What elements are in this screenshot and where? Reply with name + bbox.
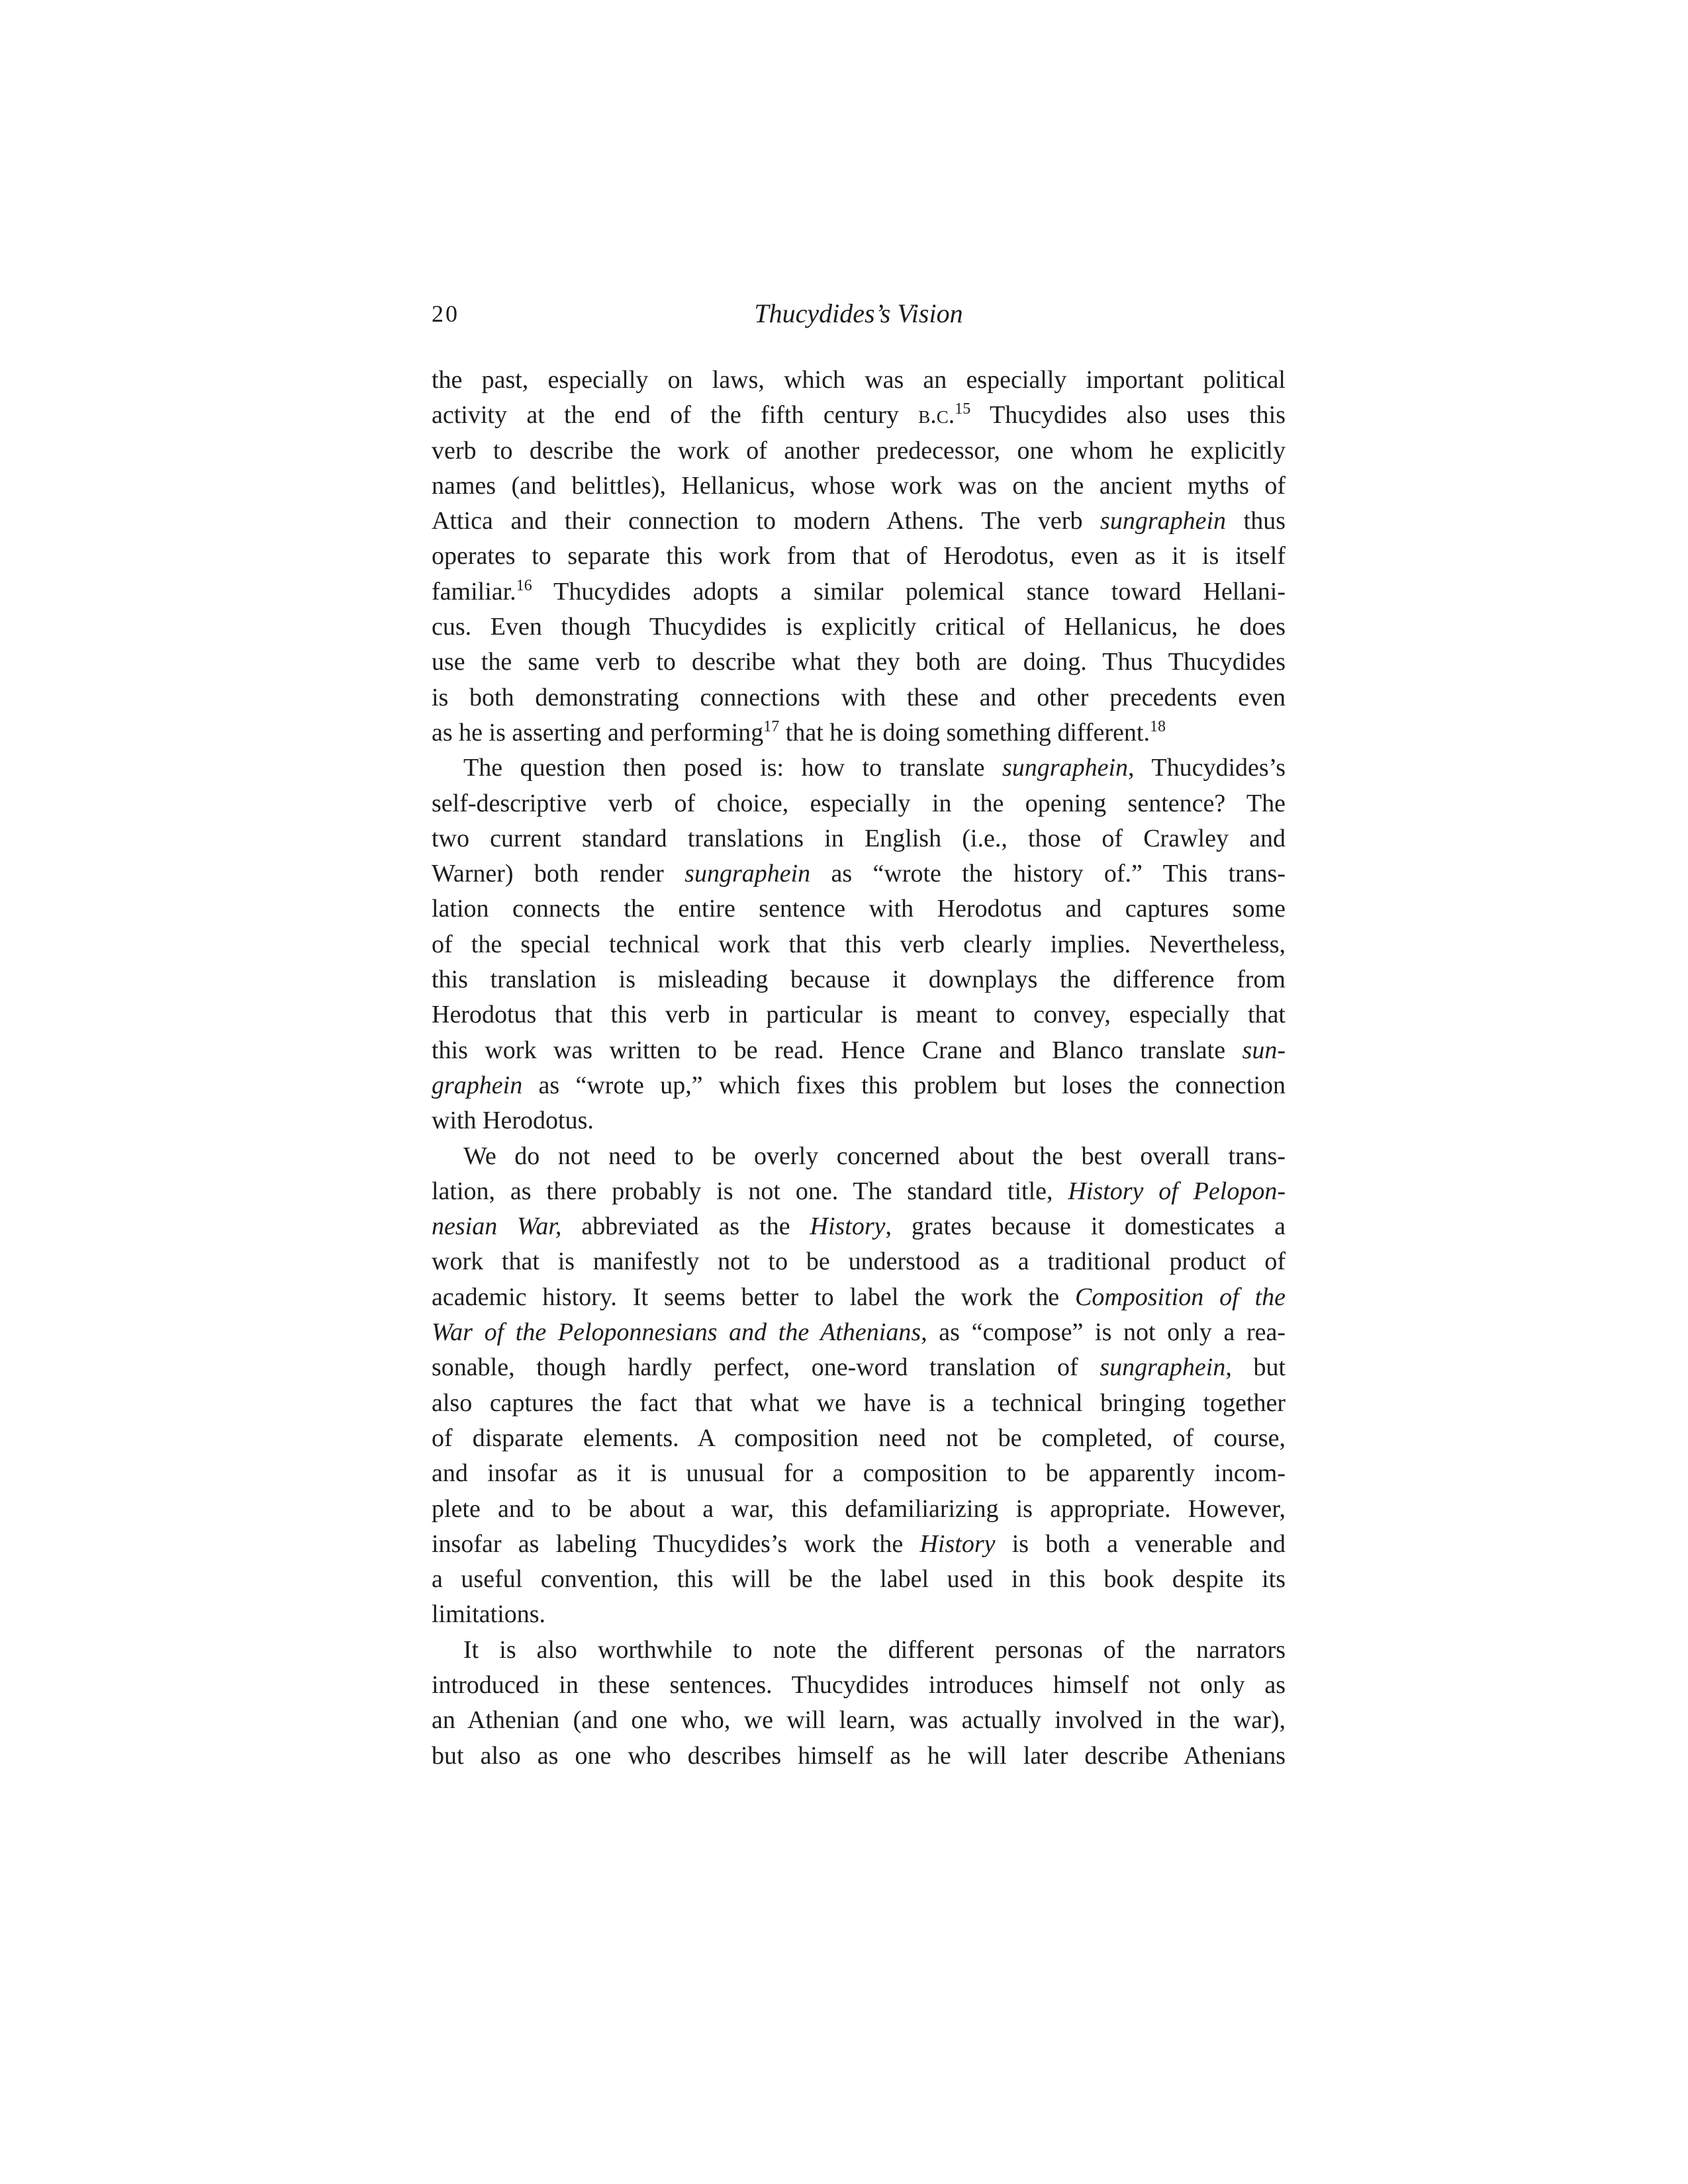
running-title: Thucydides’s Vision [754,298,963,328]
text-line: introduced in these sentences. Thucydides introduces himself not only as [432,1670,1286,1699]
italic-title: History [919,1529,996,1558]
text-line: cus. Even though Thucydides is explicitly critical of Hellanicus, he does [432,613,1286,641]
italic-term: sungraphein [1100,507,1227,535]
text-run: sonable, though hardly perfect, one-word translation of [432,1353,1100,1382]
italic-title: History [810,1212,886,1241]
text-run: thus [1226,507,1286,535]
paragraph-2 [432,751,1286,1138]
text-run: is both a venerable and [995,1529,1286,1558]
footnote-ref[interactable]: 17 [763,717,780,735]
text-line: use the same verb to describe what they both are doing. Thus Thucydides [432,648,1286,676]
text-line: work that is manifestly not to be understood as a traditional product of [432,1248,1286,1276]
italic-title: History of Pelopon- [1068,1177,1286,1205]
text-line [432,1527,1286,1562]
text-line: plete and to be about a war, this defamiliarizing is appropriate. However, [432,1494,1286,1523]
italic-term: sungraphein [1002,754,1128,782]
text-run: this work was written to be read. Hence Crane and Blanco translate [432,1036,1243,1064]
text-run: , grates because it domesticates a [885,1212,1286,1241]
text-line: and insofar as it is unusual for a composition to be apparently incom- [432,1459,1286,1488]
text-run: familiar. [432,577,516,606]
italic-term: sungraphein [1100,1353,1226,1382]
text-line: It is also worthwhile to note the different personas of the narrators [463,1635,1286,1664]
paragraph-3 [432,1139,1286,1633]
text-line [432,1209,1286,1244]
text-line: verb to describe the work of another predecessor, one whom he explicitly [432,436,1286,465]
text-line: a useful convention, this will be the label used in this book despite its [432,1565,1286,1594]
text-line: Herodotus that this verb in particular is meant to convey, especially that [432,1001,1286,1029]
text-line [432,1350,1286,1385]
text-line: but also as one who describes himself as he will later describe Athenians [432,1741,1286,1770]
text-run: as he is asserting and performing [432,718,764,747]
era-abbreviation: b.c. [918,401,955,430]
text-run: activity at the end of the fifth century [432,401,919,430]
text-run: as “wrote up,” which fixes this problem but loses the connection [522,1071,1286,1099]
text-run: insofar as labeling Thucydides’s work the [432,1529,920,1558]
text-line: with Herodotus. [432,1107,594,1135]
text-line: self-descriptive verb of choice, especially in the opening sentence? The [432,789,1286,817]
text-line [432,574,1286,610]
text-line: the past, especially on laws, which was an especially important political [432,366,1286,394]
footnote-ref[interactable]: 18 [1149,717,1166,735]
text-line [432,1174,1286,1209]
text-run: that he is doing something different. [779,718,1150,747]
text-line: We do not need to be overly concerned about the best overall trans- [463,1142,1286,1170]
text-line [432,751,1286,786]
text-run: , Thucydides’s [1128,754,1286,782]
paragraph-4 [432,1633,1286,1774]
body-text [432,363,1286,1774]
text-line [432,398,1286,433]
text-line [432,504,1286,539]
text-run: academic history. It seems better to label the work the [432,1283,1075,1311]
text-line [432,856,1286,891]
text-run: Thucydides also uses this [970,401,1286,430]
text-line: is both demonstrating connections with these and other precedents even [432,683,1286,711]
text-line: names (and belittles), Hellanicus, whose work was on the ancient myths of [432,471,1286,500]
text-line [432,1315,1286,1350]
text-line: lation connects the entire sentence with Herodotus and captures some [432,895,1286,923]
text-line [432,1068,1286,1103]
text-line: of disparate elements. A composition need not be completed, of course, [432,1424,1286,1452]
text-run: as “compose” is not only a rea- [927,1318,1286,1347]
italic-title: Composition of the [1074,1283,1286,1311]
text-line: this translation is misleading because it downplays the difference from [432,966,1286,994]
text-run: abbreviated as the [561,1212,810,1241]
paragraph-1 [432,363,1286,751]
italic-title: War of the Peloponnesians and the Athenians, [432,1318,927,1347]
text-line: operates to separate this work from that of Herodotus, even as it is itself [432,542,1286,570]
text-run: , but [1225,1353,1286,1382]
text-run: Thucydides adopts a similar polemical stance toward Hellani- [532,577,1286,606]
text-line [432,715,1286,751]
text-run: lation, as there probably is not one. The standard title, [432,1177,1068,1205]
text-line: an Athenian (and one who, we will learn, was actually involved in the war), [432,1706,1286,1735]
text-run: Attica and their connection to modern Athens. The verb [432,507,1101,535]
running-header [432,294,1286,334]
text-run: Warner) both render [432,860,685,888]
text-line [432,1033,1286,1068]
text-line [432,1280,1286,1315]
text-line: two current standard translations in English (i.e., those of Crawley and [432,824,1286,852]
text-line: also captures the fact that what we have is a technical bringing together [432,1388,1286,1417]
italic-term: sungraphein [684,860,811,888]
text-line: limitations. [432,1600,546,1629]
footnote-ref[interactable]: 15 [955,400,971,418]
page-number: 20 [432,300,459,327]
footnote-ref[interactable]: 16 [516,576,532,594]
italic-term: graphein [432,1071,523,1099]
italic-title: nesian War, [432,1212,562,1241]
text-line: of the special technical work that this verb clearly implies. Nevertheless, [432,930,1286,958]
text-run: The question then posed is: how to translate [463,754,1002,782]
italic-term: sun- [1242,1036,1286,1064]
text-run: as “wrote the history of.” This trans- [810,860,1286,888]
